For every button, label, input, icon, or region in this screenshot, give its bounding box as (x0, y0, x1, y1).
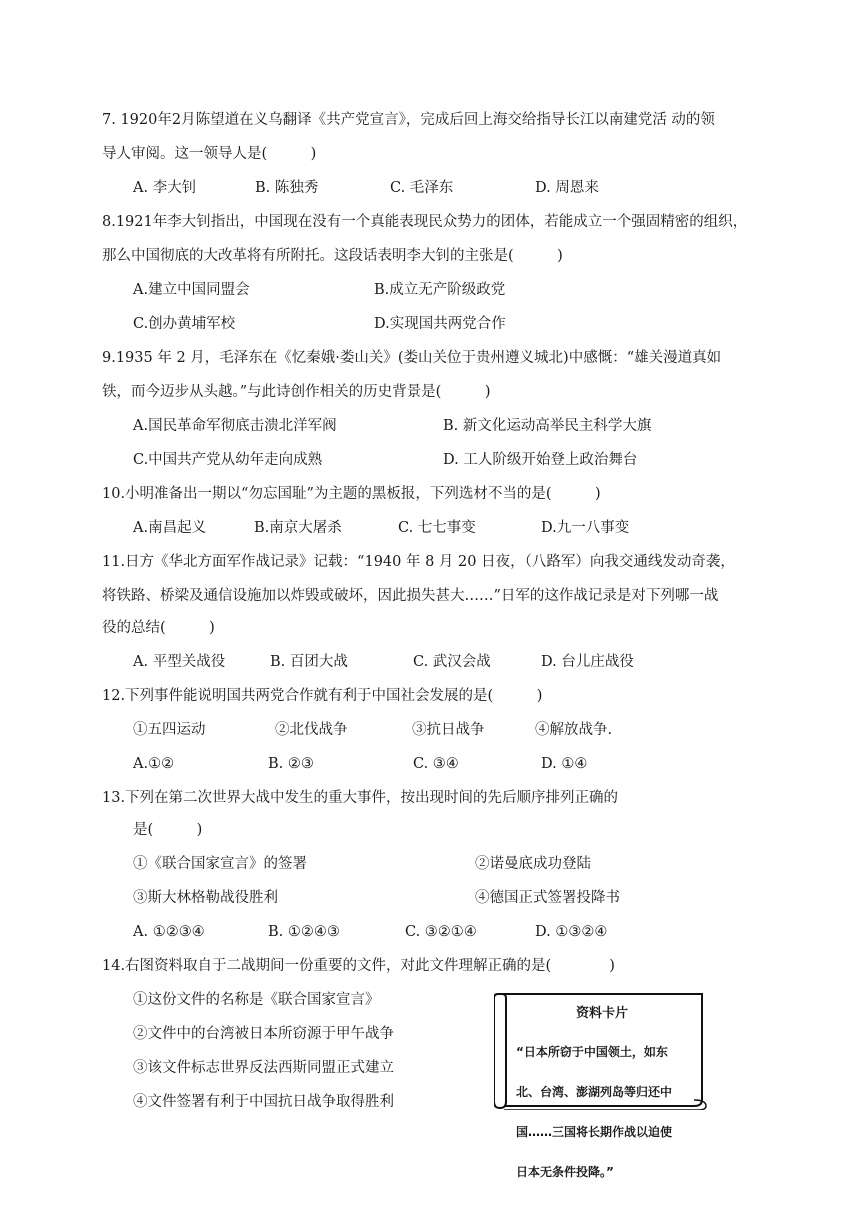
card-title: 资料卡片 (575, 1006, 628, 1021)
q10-stem-line1: 10.小明准备出一期以“勿忘国耻”为主题的黑板报，下列选材不当的是( ) (102, 486, 601, 502)
q11-option-a: A. 平型关战役 (133, 654, 226, 670)
q9-stem-line1: 9.1935 年 2 月，毛泽东在《忆秦娥·娄山关》(娄山关位于贵州遵义城北)中感慨：“雄关漫道真如 (102, 350, 722, 366)
q12-item-4: ④解放战争. (535, 722, 613, 738)
card-quote-line: 国……三国将长期作战以迫使 (516, 1125, 673, 1139)
q7-stem-line1: 7. 1920年2月陈望道在义乌翻译《共产党宣言》，完成后回上海交给指导长江以南建党活 动的领 (102, 112, 715, 128)
q10-option-c: C. 七七事变 (398, 520, 476, 536)
q11-option-b: B. 百团大战 (270, 654, 348, 670)
q7-option-a: A. 李大钊 (133, 180, 197, 196)
q13-item-1: ①《联合国家宣言》的签署 (133, 856, 307, 872)
q8-option-c: C.创办黄埔军校 (133, 316, 236, 332)
q9-option-d: D. 工人阶级开始登上政治舞台 (443, 452, 638, 468)
q12-option-d: D. ①④ (541, 756, 588, 772)
q7-stem-line2: 导人审阅。这一领导人是( ) (102, 146, 317, 162)
q13-option-a: A. ①②③④ (133, 924, 205, 940)
q9-stem-line2: 铁，而今迈步从头越。”与此诗创作相关的历史背景是( ) (102, 384, 491, 400)
material-card (494, 990, 710, 1179)
card-quote-line: 北、台湾、澎湖列岛等归还中 (516, 1085, 673, 1099)
card-quote-line: 日本无条件投降。” (516, 1165, 614, 1179)
q7-option-c: C. 毛泽东 (390, 180, 454, 196)
q11-option-c: C. 武汉会战 (413, 654, 491, 670)
q13-stem-line1: 13.下列在第二次世界大战中发生的重大事件，按出现时间的先后顺序排列正确的 (102, 790, 619, 806)
q14-stem-line1: 14.右图资料取自于二战期间一份重要的文件，对此文件理解正确的是( ) (102, 958, 615, 974)
q14-item-4: ④文件签署有利于中国抗日战争取得胜利 (133, 1094, 394, 1110)
card-quote-line: “日本所窃于中国领土，如东 (516, 1045, 668, 1059)
q14-item-3: ③该文件标志世界反法西斯同盟正式建立 (133, 1060, 394, 1076)
q13-item-4: ④德国正式签署投降书 (475, 890, 620, 906)
q7-option-d: D. 周恩来 (535, 180, 599, 196)
q13-option-d: D. ①③②④ (535, 924, 608, 940)
q13-item-3: ③斯大林格勒战役胜利 (133, 890, 278, 906)
q12-item-2: ②北伐战争 (275, 722, 348, 738)
q8-option-b: B.成立无产阶级政党 (374, 282, 506, 298)
q14-item-2: ②文件中的台湾被日本所窃源于甲午战争 (133, 1026, 394, 1042)
q8-stem-line1: 8.1921年李大钊指出，中国现在没有一个真能表现民众势力的团体，若能成立一个强固精密的组织， (102, 214, 748, 230)
q12-item-1: ①五四运动 (133, 722, 206, 738)
q10-option-a: A.南昌起义 (133, 520, 207, 536)
q8-option-d: D.实现国共两党合作 (374, 316, 506, 332)
q13-option-c: C. ③②①④ (405, 924, 477, 940)
q10-option-b: B.南京大屠杀 (254, 520, 342, 536)
q13-option-b: B. ①②④③ (268, 924, 340, 940)
q14-item-1: ①这份文件的名称是《联合国家宣言》 (133, 992, 380, 1008)
q9-option-a: A.国民革命军彻底击溃北洋军阀 (133, 418, 337, 434)
q11-stem-line3: 役的总结( ) (102, 620, 215, 636)
q8-option-a: A.建立中国同盟会 (133, 282, 250, 298)
q12-item-3: ③抗日战争 (412, 722, 485, 738)
q12-option-c: C. ③④ (413, 756, 459, 772)
card-quote (516, 1022, 692, 1202)
q7-option-b: B. 陈独秀 (255, 180, 319, 196)
q12-option-b: B. ②③ (268, 756, 314, 772)
q13-stem-line2: 是( ) (133, 822, 203, 838)
q11-stem-line2: 将铁路、桥梁及通信设施加以炸毁或破坏，因此损失甚大……”日军的这作战记录是对下列哪一战 (102, 588, 719, 604)
q11-stem-line1: 11.日方《华北方面军作战记录》记载：“1940 年 8 月 20 日夜，（八路军）向我交通线发动奇袭， (102, 554, 735, 570)
q9-option-c: C.中国共产党从幼年走向成熟 (133, 452, 323, 468)
q12-option-a: A.①② (133, 756, 175, 772)
q9-option-b: B. 新文化运动高举民主科学大旗 (443, 418, 652, 434)
q10-option-d: D.九一八事变 (541, 520, 630, 536)
q11-option-d: D. 台儿庄战役 (541, 654, 634, 670)
q12-stem-line1: 12.下列事件能说明国共两党合作就有利于中国社会发展的是( ) (102, 688, 543, 704)
q13-item-2: ②诺曼底成功登陆 (475, 856, 591, 872)
q8-stem-line2: 那么中国彻底的大改革将有所附托。这段话表明李大钊的主张是( ) (102, 248, 563, 264)
